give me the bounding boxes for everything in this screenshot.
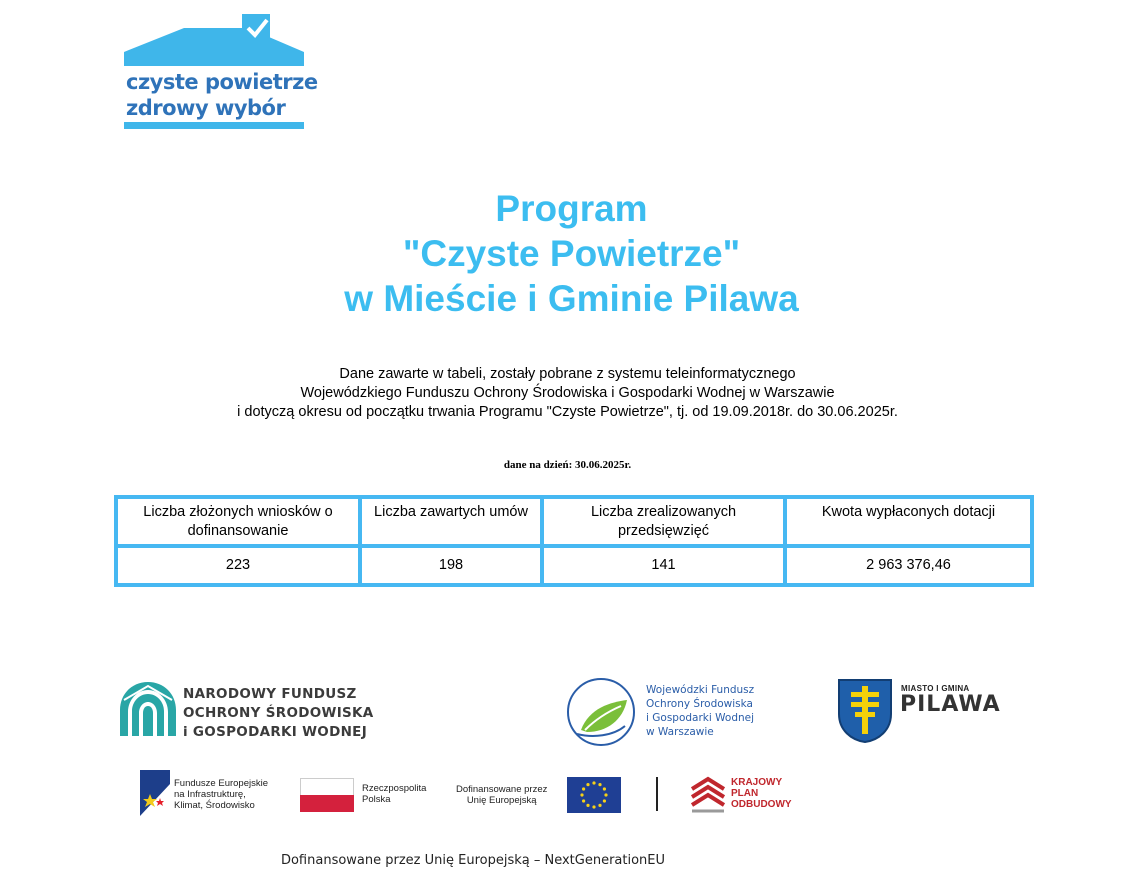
kpo-line-3: ODBUDOWY bbox=[731, 799, 792, 810]
statistics-table bbox=[114, 495, 1034, 587]
table-header-row bbox=[116, 497, 1032, 546]
logo-underline bbox=[124, 122, 304, 129]
table-row bbox=[116, 546, 1032, 585]
data-date: dane na dzień: 30.06.2025r. bbox=[503, 459, 632, 471]
value-contracts: 198 bbox=[360, 546, 542, 585]
nfosigw-line-1: NARODOWY FUNDUSZ bbox=[183, 686, 357, 702]
description bbox=[0, 365, 1135, 422]
title-line-1: Program bbox=[495, 188, 648, 229]
rp-line-2: Polska bbox=[362, 794, 391, 805]
header-amount: Kwota wypłaconych dotacji bbox=[785, 497, 1032, 546]
description-line-1: Dane zawarte w tabeli, zostały pobrane z systemu teleinformatycznego bbox=[339, 366, 796, 382]
fe-line-2: na Infrastrukturę, bbox=[174, 789, 246, 800]
fundusze-europejskie-text bbox=[174, 778, 268, 811]
rzeczpospolita-text bbox=[362, 783, 426, 805]
header-completed: Liczba zrealizowanych przedsięwzięć bbox=[542, 497, 785, 546]
house-roof-icon bbox=[124, 14, 306, 74]
kpo-text bbox=[731, 777, 792, 810]
kpo-line-1: KRAJOWY bbox=[731, 777, 783, 788]
rp-line-1: Rzeczpospolita bbox=[362, 783, 427, 794]
eu-flag-icon bbox=[567, 777, 621, 813]
header-contracts: Liczba zawartych umów bbox=[360, 497, 542, 546]
wfosigw-line-1: Wojewódzki Fundusz bbox=[646, 684, 755, 696]
fundusze-europejskie-icon bbox=[140, 770, 170, 816]
pilawa-name: PILAWA bbox=[900, 692, 1001, 717]
fe-line-1: Fundusze Europejskie bbox=[174, 778, 268, 789]
logo-line-2: zdrowy wybór bbox=[126, 96, 286, 120]
fe-line-3: Klimat, Środowisko bbox=[174, 800, 255, 811]
kpo-line-2: PLAN bbox=[731, 788, 759, 799]
kpo-logo-icon bbox=[690, 775, 726, 813]
dof-line-1: Dofinansowane przez bbox=[456, 784, 548, 795]
header-applications: Liczba złożonych wniosków o dofinansowanie bbox=[116, 497, 360, 546]
next-generation-eu-note: Dofinansowane przez Unię Europejską – NextGenerationEU bbox=[280, 853, 666, 868]
dofinansowane-text bbox=[456, 784, 547, 806]
value-amount: 2 963 376,46 bbox=[785, 546, 1032, 585]
value-applications: 223 bbox=[116, 546, 360, 585]
wfosigw-line-3: i Gospodarki Wodnej bbox=[646, 712, 755, 724]
wfosigw-line-4: w Warszawie bbox=[646, 726, 714, 738]
dof-line-2: Unię Europejską bbox=[466, 795, 537, 806]
title-line-2: "Czyste Powietrze" bbox=[402, 233, 741, 274]
pilawa-subtitle: MIASTO I GMINA bbox=[901, 684, 970, 693]
polish-flag-icon bbox=[300, 778, 354, 812]
value-completed: 141 bbox=[542, 546, 785, 585]
wfosigw-leaf-icon bbox=[565, 676, 637, 748]
title-line-3: w Mieście i Gminie Pilawa bbox=[344, 278, 799, 319]
pilawa-crest-icon bbox=[837, 678, 893, 744]
nfosigw-line-3: i GOSPODARKI WODNEJ bbox=[183, 724, 368, 740]
nfosigw-name bbox=[183, 685, 374, 742]
logo-divider bbox=[656, 777, 658, 811]
page-title bbox=[0, 186, 1135, 321]
description-line-2: Wojewódzkiego Funduszu Ochrony Środowiska i Gospodarki Wodnej w Warszawie bbox=[300, 385, 835, 401]
czyste-powietrze-logo bbox=[124, 14, 318, 134]
nfosigw-line-2: OCHRONY ŚRODOWISKA bbox=[183, 705, 374, 721]
description-line-3: i dotyczą okresu od początku trwania Programu "Czyste Powietrze", tj. od 19.09.2018r. do 30.06.2025r. bbox=[237, 404, 898, 420]
wfosigw-name bbox=[646, 683, 754, 739]
nfosigw-logo-icon bbox=[118, 680, 178, 738]
logo-line-1: czyste powietrze bbox=[126, 70, 318, 94]
wfosigw-line-2: Ochrony Środowiska bbox=[646, 698, 753, 710]
